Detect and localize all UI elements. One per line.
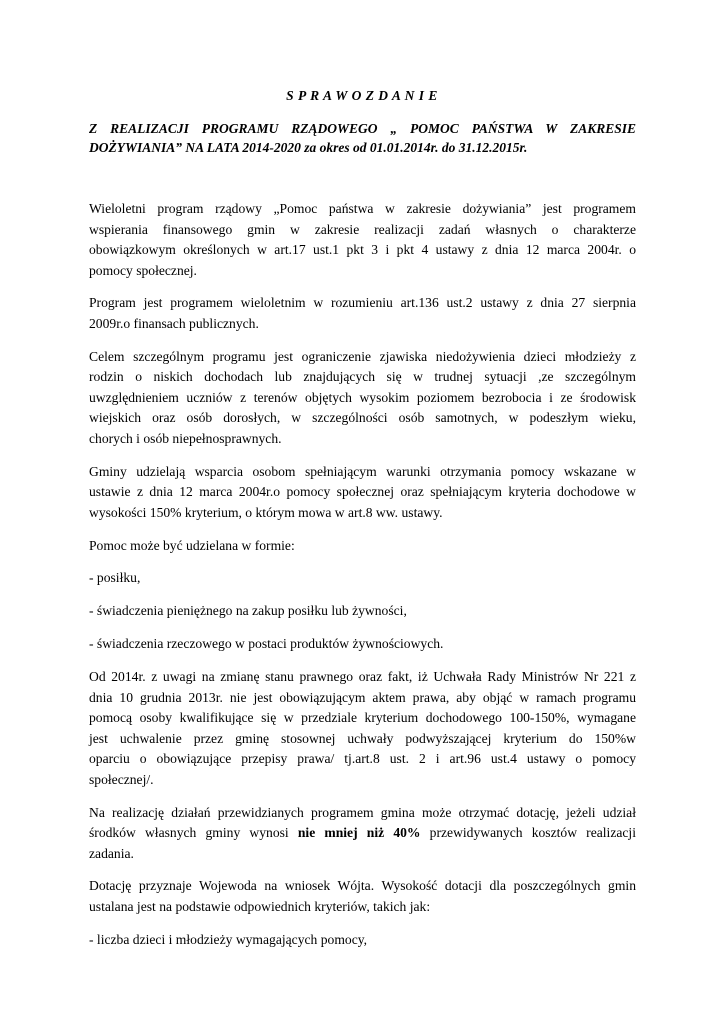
document-subtitle [89, 119, 636, 157]
text-line: uwzględnieniem uczniów z terenów objętych wysokim poziomem bezrobocia i ze środowisk [89, 389, 636, 405]
text-line: Dotację przyznaje Wojewoda na wniosek Wójta. Wysokość dotacji dla poszczególnych gmin [89, 878, 636, 894]
text-line: chorych i osób niepełnosprawnych. [89, 430, 282, 446]
text-line: jest uchwalenie przez gminę stosownej uchwały podwyższającej kryterium do 150%w [89, 730, 636, 746]
text-fragment: środków własnych gminy wynosi [89, 825, 298, 841]
text-line: ustalana jest na podstawie odpowiednich kryteriów, takich jak: [89, 898, 431, 914]
paragraph [89, 876, 636, 917]
document-title: S P R A W O Z D A N I E [286, 88, 438, 103]
text-line: Wieloletni program rządowy „Pomoc państwa w zakresie dożywiania” jest programem [89, 201, 636, 216]
text-line: dnia 10 grudnia 2013r. nie jest obowiązującym aktem prawa, aby objąć w ramach programu [89, 689, 636, 705]
list-item: - liczba dzieci i młodzieży wymagających pomocy, [89, 931, 368, 947]
paragraph [89, 803, 636, 865]
text-line: wysokości 150% kryterium, o którym mowa w art.8 ww. ustawy. [89, 504, 443, 520]
text-line: Program jest programem wieloletnim w rozumieniu art.136 ust.2 ustawy z dnia 27 sierpnia [89, 295, 636, 311]
document-body [89, 199, 636, 963]
text-line: rodzin o niskich dochodach lub znajdujących się w trudnej sytuacji ,ze szczególnym [89, 369, 636, 385]
list-item: - świadczenia pieniężnego na zakup posiłku lub żywności, [89, 603, 407, 619]
text-line: Od 2014r. z uwagi na zmianę stanu prawnego oraz fakt, iż Uchwała Rady Ministrów Nr 221 z [89, 669, 636, 685]
text-fragment: przewidywanych kosztów realizacji [420, 825, 636, 841]
text-line: wspierania finansowego gmin w zakresie realizacji zadań własnych o charakterze [89, 221, 636, 237]
text-line: Gminy udzielają wsparcia osobom spełniającym warunki otrzymania pomocy wskazane w [89, 463, 636, 479]
text-line: zadania. [89, 845, 134, 861]
paragraph [89, 667, 636, 790]
text-line: 2009r.o finansach publicznych. [89, 315, 259, 331]
text-line: Na realizację działań przewidzianych programem gmina może otrzymać dotację, jeżeli udział [89, 804, 636, 820]
paragraph [89, 293, 636, 334]
subtitle-line: Z REALIZACJI PROGRAMU RZĄDOWEGO „ POMOC PAŃSTWA W ZAKRESIE [89, 121, 636, 136]
text-line: społecznej/. [89, 771, 154, 787]
paragraph [89, 462, 636, 524]
text-line: wiejskich oraz osób dorosłych, w szczególności osób samotnych, w podeszłym wieku, [89, 410, 636, 426]
paragraph [89, 199, 636, 281]
text-line: pomocy społecznej. [89, 262, 197, 278]
list-item: - świadczenia rzeczowego w postaci produktów żywnościowych. [89, 636, 444, 652]
paragraph [89, 347, 636, 450]
text-line: Celem szczególnym programu jest ograniczenie zjawiska niedożywienia dzieci młodzieży z [89, 348, 636, 364]
text-line: ustawie z dnia 12 marca 2004r.o pomocy społecznej oraz spełniającym kryteria dochodowe w [89, 484, 636, 500]
text-line: oparciu o obowiązujące przepisy prawa/ tj.art.8 ust. 2 i art.96 ust.4 ustawy o pomocy [89, 751, 636, 767]
text-line: pomocą osoby kwalifikujące się w przedziale kryterium dochodowego 100-150%, wymagane [89, 710, 636, 726]
list-item: - posiłku, [89, 570, 141, 586]
paragraph: Pomoc może być udzielana w formie: [89, 537, 295, 553]
emphasis-text: nie mniej niż 40% [297, 825, 421, 841]
subtitle-line: DOŻYWIANIA” NA LATA 2014-2020 za okres od 01.01.2014r. do 31.12.2015r. [89, 140, 528, 155]
text-line [89, 823, 636, 844]
text-line: obowiązkowym określonych w art.17 ust.1 pkt 3 i pkt 4 ustawy z dnia 12 marca 2004r. o [89, 242, 636, 257]
